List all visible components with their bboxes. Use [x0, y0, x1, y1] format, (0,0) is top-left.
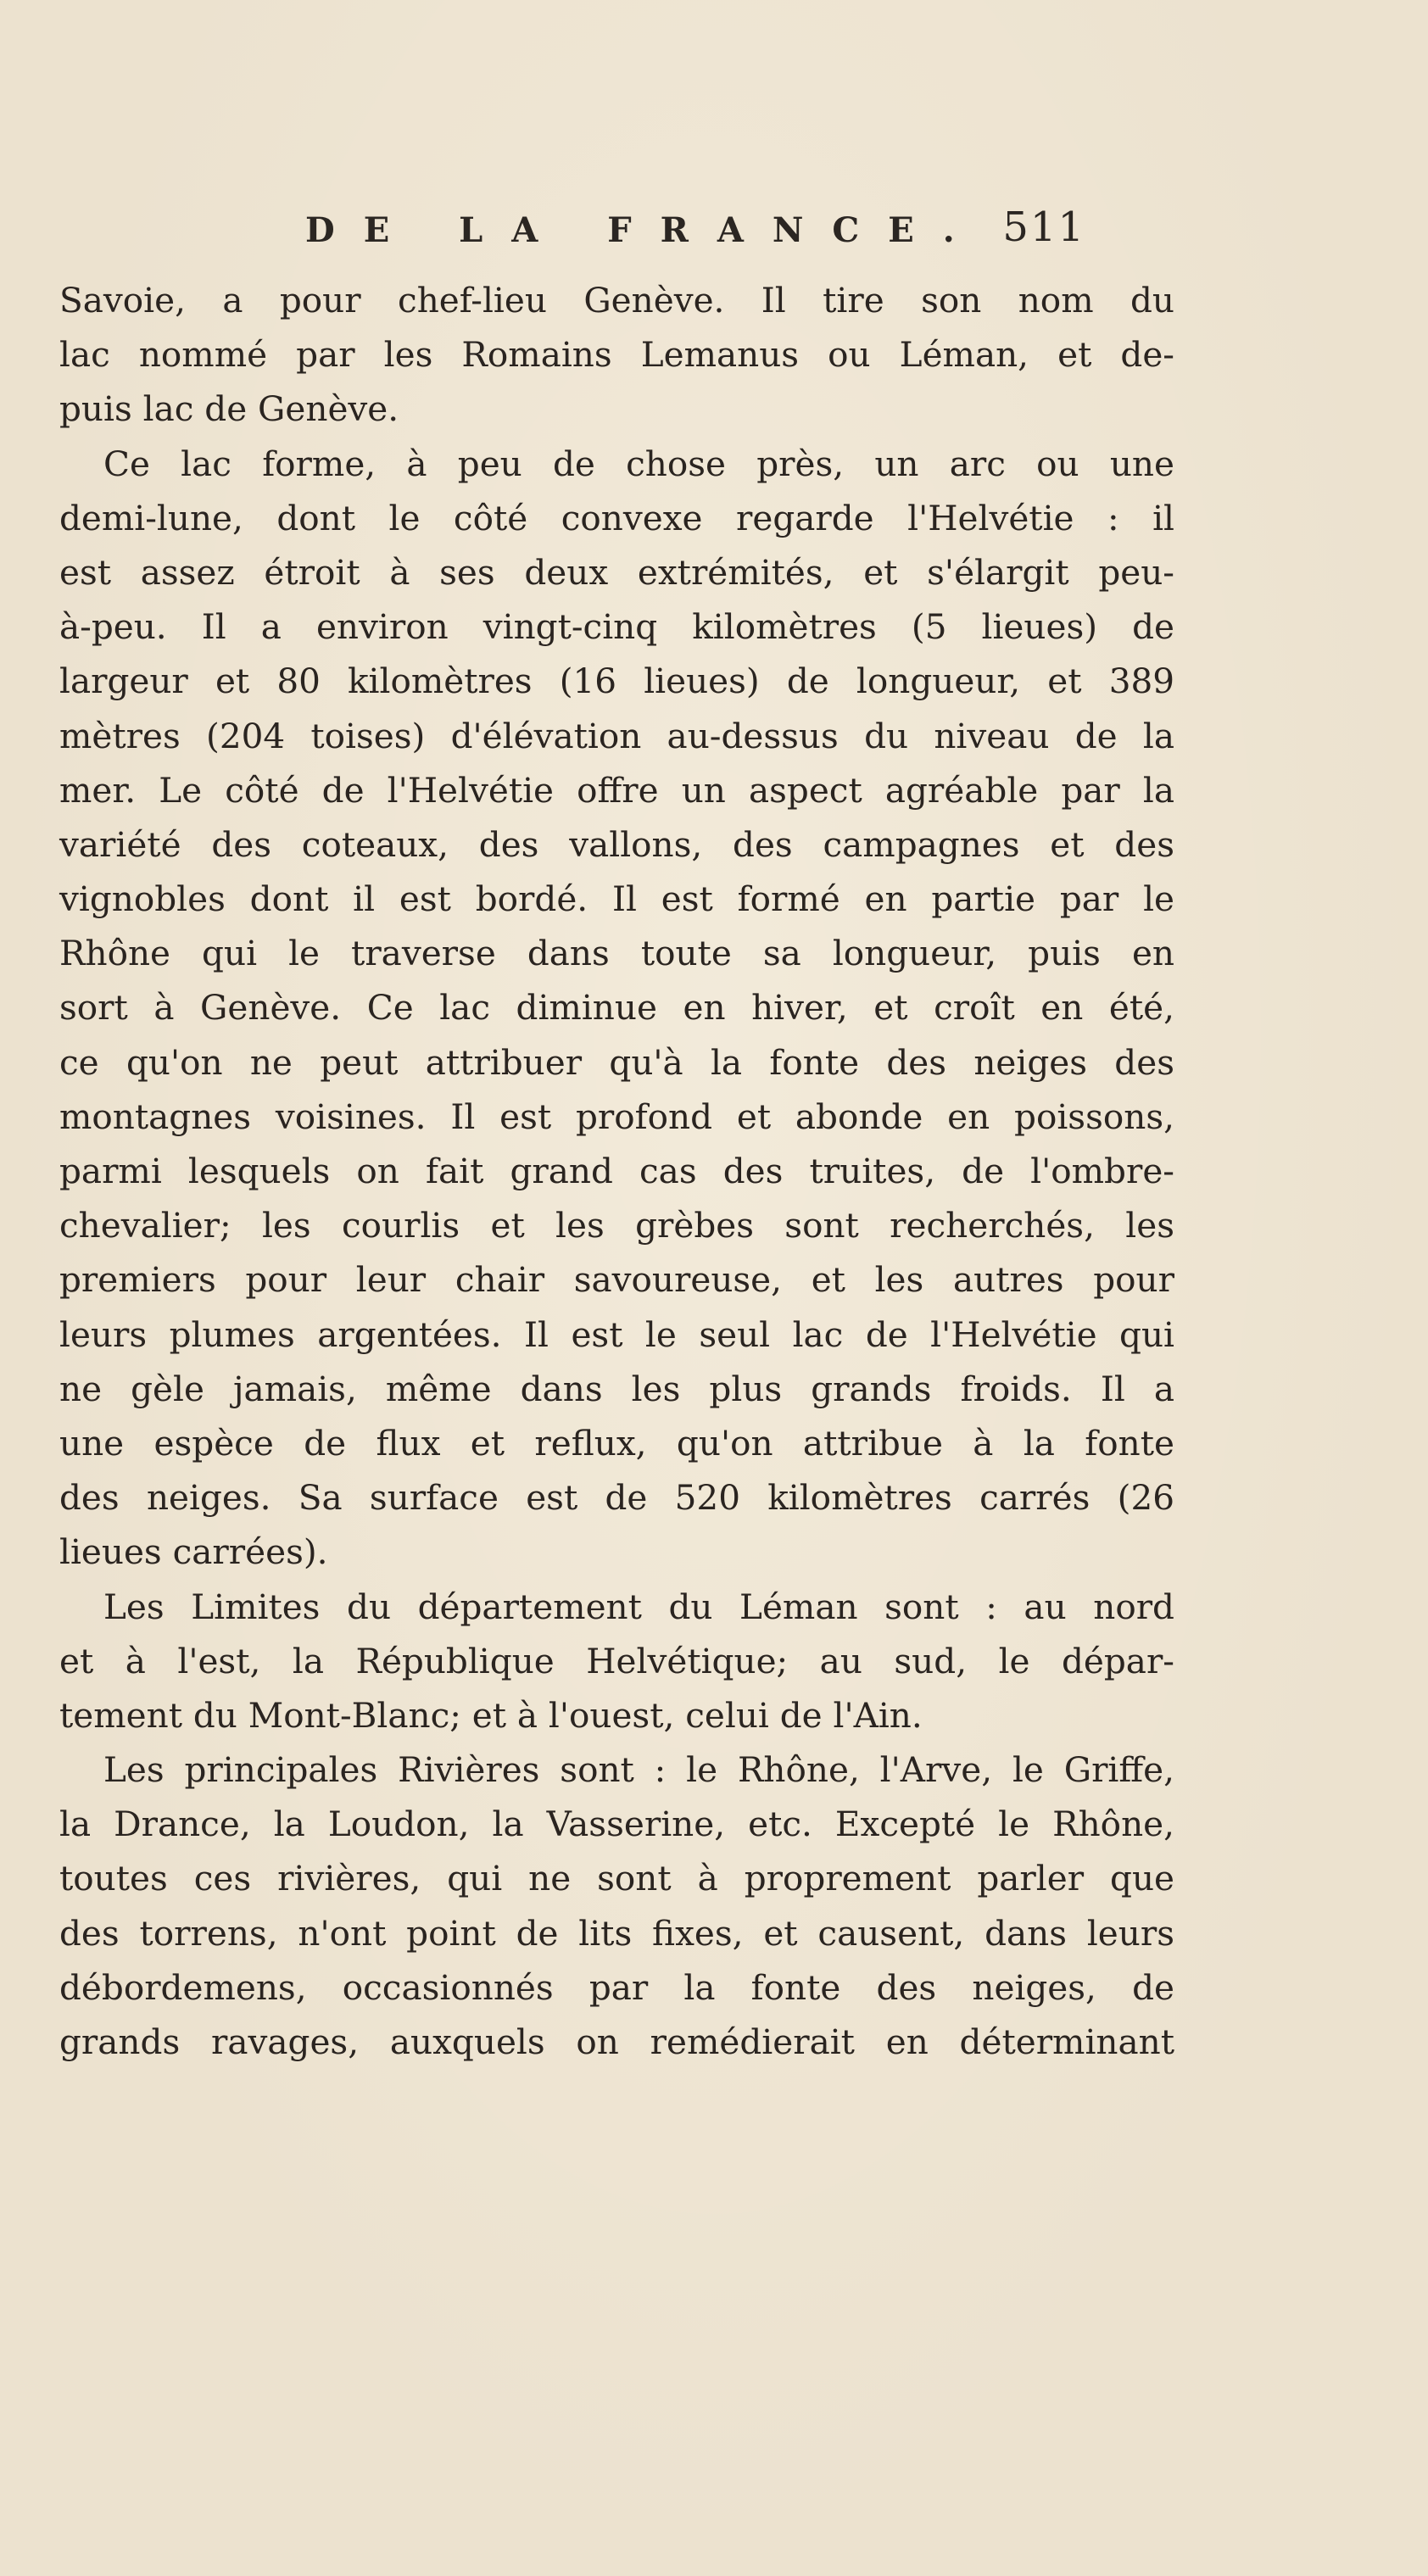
text-line: puis lac de Genève. [59, 388, 399, 430]
text-line: à-peu. Il a environ vingt-cinq kilomètres (5 lieues) de [59, 606, 1174, 648]
page-header [305, 204, 1085, 263]
text-line: premiers pour leur chair savoureuse, et les autres pour [59, 1259, 1174, 1301]
text-line: lieues carrées). [59, 1531, 328, 1573]
text-line: toutes ces rivières, qui ne sont à proprement parler que [59, 1858, 1174, 1899]
text-line: leurs plumes argentées. Il est le seul lac de l'Helvétie qui [59, 1313, 1174, 1355]
text-line: mer. Le côté de l'Helvétie offre un aspect agréable par la [59, 769, 1174, 811]
text-line: lac nommé par les Romains Lemanus ou Léman, et de- [59, 334, 1174, 376]
text-line: Ce lac forme, à peu de chose près, un arc ou une [103, 443, 1174, 484]
text-line: ce qu'on ne peut attribuer qu'à la fonte des neiges des [59, 1041, 1174, 1083]
text-line: une espèce de flux et reflux, qu'on attribue à la fonte [59, 1422, 1174, 1464]
text-line: débordemens, occasionnés par la fonte des neiges, de [59, 1966, 1174, 2008]
text-line: Rhône qui le traverse dans toute sa longueur, puis en [59, 933, 1174, 974]
body-text [59, 273, 1174, 2069]
text-line: largeur et 80 kilomètres (16 lieues) de longueur, et 389 [59, 661, 1174, 702]
text-line: est assez étroit à ses deux extrémités, et s'élargit peu- [59, 551, 1174, 593]
text-line: vignobles dont il est bordé. Il est formé en partie par le [59, 878, 1174, 920]
text-line: grands ravages, auxquels on remédierait en déterminant [59, 2021, 1174, 2062]
text-line: sort à Genève. Ce lac diminue en hiver, et croît en été, [59, 987, 1174, 1029]
text-line: montagnes voisines. Il est profond et abonde en poissons, [59, 1096, 1174, 1137]
text-line: des torrens, n'ont point de lits fixes, et causent, dans leurs [59, 1912, 1174, 1954]
text-line: variété des coteaux, des vallons, des campagnes et des [59, 823, 1174, 865]
text-line: Les principales Rivières sont : le Rhône, l'Arve, le Griffe, [103, 1749, 1174, 1791]
text-line: Savoie, a pour chef-lieu Genève. Il tire son nom du [59, 280, 1174, 321]
running-title: DE LA FRANCE. [305, 210, 984, 250]
text-line: parmi lesquels on fait grand cas des truites, de l'ombre- [59, 1151, 1174, 1191]
text-line: mètres (204 toises) d'élévation au-dessus du niveau de la [59, 715, 1174, 756]
page-number: 511 [1002, 204, 1085, 251]
text-line: des neiges. Sa surface est de 520 kilomètres carrés (26 [59, 1477, 1174, 1519]
text-line: demi-lune, dont le côté convexe regarde l'Helvétie : il [59, 497, 1174, 538]
text-line: ne gèle jamais, même dans les plus grands froids. Il a [59, 1368, 1174, 1409]
text-line: chevalier; les courlis et les grèbes sont recherchés, les [59, 1205, 1174, 1246]
text-line: la Drance, la Loudon, la Vasserine, etc. Excepté le Rhône, [59, 1804, 1174, 1845]
text-line: tement du Mont-Blanc; et à l'ouest, celui de l'Ain. [59, 1694, 923, 1736]
text-line: Les Limites du département du Léman sont : au nord [103, 1586, 1174, 1627]
text-line: et à l'est, la République Helvétique; au sud, le dépar- [59, 1640, 1174, 1681]
